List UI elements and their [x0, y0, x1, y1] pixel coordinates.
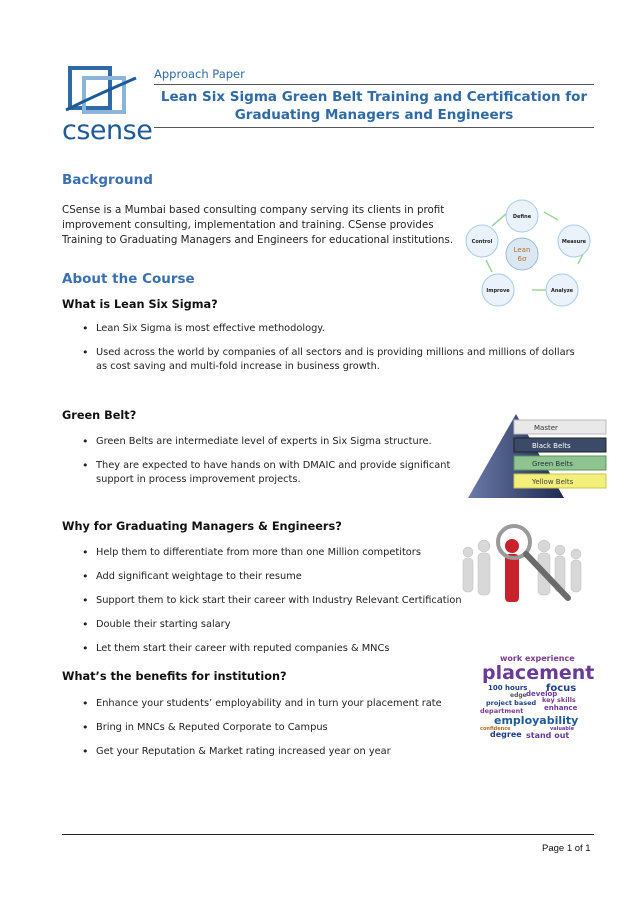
cloud-word: valuable — [550, 726, 574, 732]
cycle-node-improve: Improve — [486, 288, 510, 294]
cloud-word: enhance — [544, 704, 578, 712]
list-item: • Lean Six Sigma is most effective methodology. — [82, 322, 582, 336]
what-is-heading: What is Lean Six Sigma? — [62, 298, 218, 311]
cycle-node-measure: Measure — [561, 239, 587, 245]
green-belt-heading: Green Belt? — [62, 409, 137, 422]
list-item: • Enhance your students’ employability and in turn your placement rate — [82, 697, 482, 711]
cycle-node-control: Control — [471, 239, 493, 245]
header-rule-bottom — [154, 127, 594, 128]
cloud-word: degree — [490, 730, 522, 739]
why-heading: Why for Graduating Managers & Engineers? — [62, 520, 342, 533]
list-item: • Help them to differentiate from more than one Million competitors — [82, 546, 462, 560]
benefits-heading: What’s the benefits for institution? — [62, 670, 287, 683]
why-list — [82, 546, 462, 666]
list-item: • They are expected to have hands on with DMAIC and provide significant support in process improvement projects. — [82, 459, 452, 487]
pyramid-level-yellow: Yellow Belts — [532, 478, 574, 486]
green-belt-list — [82, 435, 452, 497]
cloud-word: project based — [486, 699, 537, 707]
cycle-center-line-1: Lean — [513, 246, 531, 254]
cloud-word: key skills — [542, 696, 576, 704]
what-is-list — [82, 322, 582, 384]
document-type: Approach Paper — [154, 67, 245, 81]
document-title: Lean Six Sigma Green Belt Training and Certification for Graduating Managers and Engineers — [160, 89, 588, 123]
people-magnifier-graphic — [456, 518, 596, 616]
list-item: • Add significant weightage to their resume — [82, 570, 462, 584]
cycle-node-analyze: Analyze — [550, 288, 574, 294]
cloud-word: department — [480, 707, 524, 715]
benefits-list — [82, 697, 482, 769]
cloud-word: placement — [482, 662, 595, 684]
cycle-node-define: Define — [512, 214, 532, 220]
list-item: • Bring in MNCs & Reputed Corporate to Campus — [82, 721, 482, 735]
cycle-center-line-2: 6σ — [517, 255, 527, 263]
cloud-word: 100 hours — [488, 684, 528, 692]
list-item: • Get your Reputation & Market rating increased year on year — [82, 745, 482, 759]
cloud-word: stand out — [526, 731, 570, 740]
cloud-word: work experience — [500, 654, 575, 663]
background-text: CSense is a Mumbai based consulting company serving its clients in profit improvement consulting, implementation and training. CSense provides Training to Graduating Managers and Engineers for educational institutions. — [62, 204, 454, 246]
dmaic-cycle-diagram — [462, 194, 610, 312]
footer-rule — [62, 834, 594, 835]
header-rule-top — [154, 84, 594, 85]
list-item: • Let them start their career with reputed companies & MNCs — [82, 642, 462, 656]
list-item: • Used across the world by companies of all sectors and is providing millions and millions of dollars as cost saving and multi-fold increase in business growth. — [82, 346, 582, 374]
belt-pyramid-graphic — [468, 412, 608, 498]
list-item: • Support them to kick start their career with Industry Relevant Certification — [82, 594, 462, 608]
cloud-word: confidence — [480, 726, 511, 732]
pyramid-level-master: Master — [534, 424, 558, 432]
cloud-word: develop — [526, 690, 558, 698]
cloud-word: employability — [494, 714, 579, 727]
logo-text: csense — [62, 115, 153, 146]
pyramid-level-green: Green Belts — [532, 460, 573, 468]
background-heading: Background — [62, 172, 153, 188]
list-item: • Green Belts are intermediate level of experts in Six Sigma structure. — [82, 435, 452, 449]
cloud-word: focus — [546, 683, 577, 694]
about-heading: About the Course — [62, 271, 195, 287]
page-number: Page 1 of 1 — [542, 843, 591, 854]
employability-word-cloud — [480, 654, 595, 744]
cloud-word: edge — [510, 692, 527, 699]
pyramid-level-black: Black Belts — [532, 442, 571, 450]
list-item: • Double their starting salary — [82, 618, 462, 632]
